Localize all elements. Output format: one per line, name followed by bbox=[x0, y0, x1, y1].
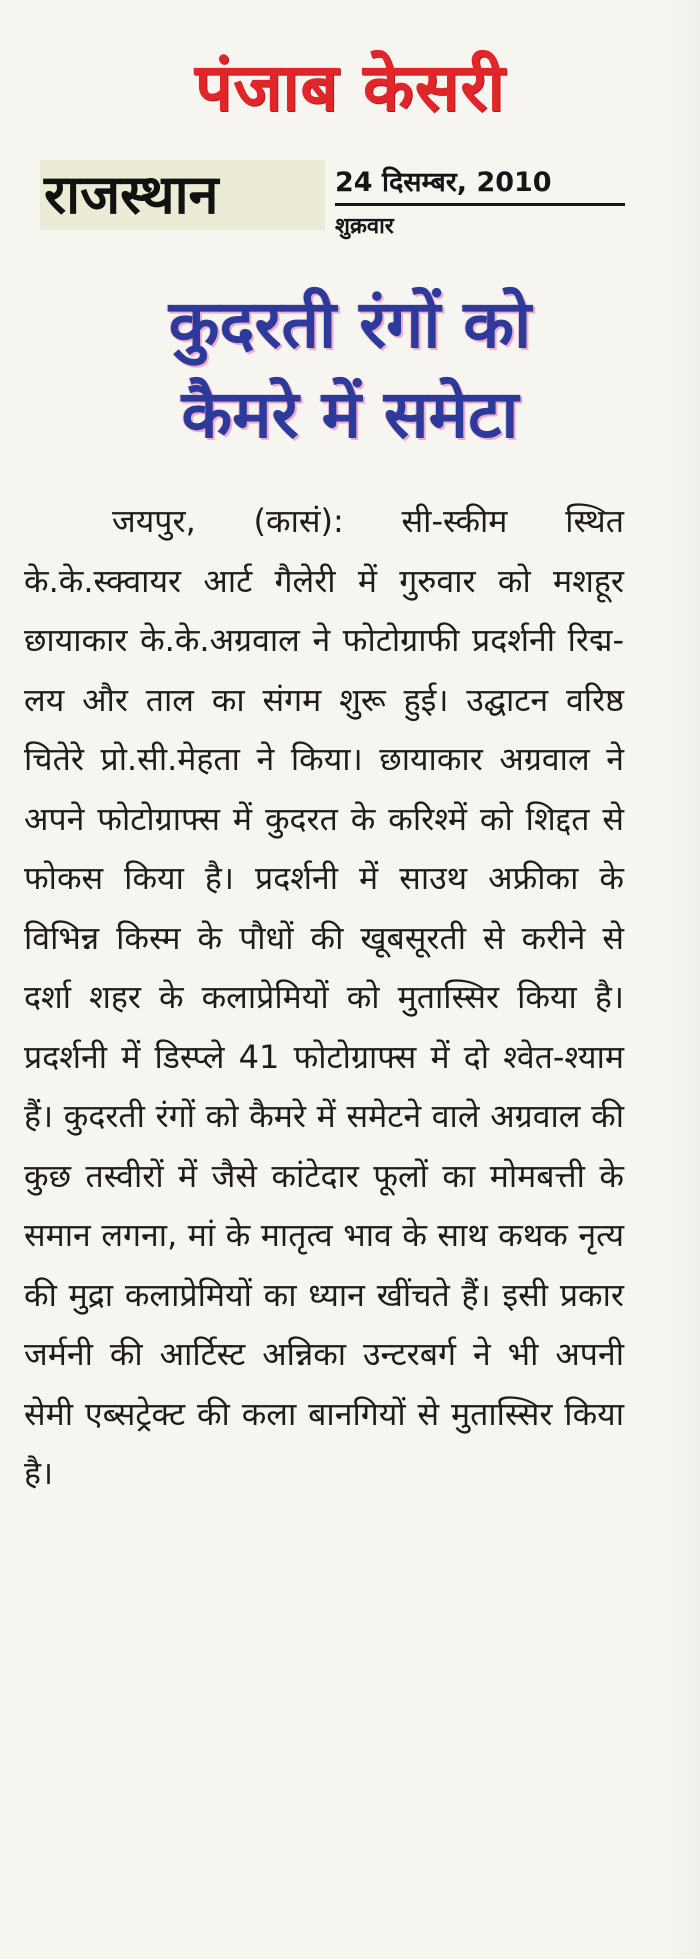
publication-date: 24 दिसम्बर, 2010 bbox=[335, 162, 625, 206]
page-edge-shade bbox=[670, 0, 700, 1959]
headline-line-1: कुदरती रंगों को bbox=[168, 286, 532, 363]
edition-header bbox=[40, 160, 630, 240]
article-headline bbox=[40, 280, 660, 460]
publication-day: शुक्रवार bbox=[335, 214, 394, 239]
newspaper-masthead: पंजाब केसरी bbox=[194, 49, 506, 126]
article-body: जयपुर, (कासं): सी-स्कीम स्थित के.के.स्क्वायर आर्ट गैलेरी में गुरुवार को मशहूर छायाकार के.के.अग्रवाल ने फोटोग्राफी प्रदर्शनी रिद्म-लय और ताल का संगम शुरू हुई। उद्घाटन वरिष्ठ चितेरे प्रो.सी.मेहता ने किया। छायाकार अग्रवाल ने अपने फोटोग्राफ्स में कुदरत के करिश्में को शिद्दत से फोकस किया है। प्रदर्शनी में साउथ अफ्रीका के विभिन्न किस्म के पौधों की खूबसूरती से करीने से दर्शा शहर के कलाप्रेमियों को मुतास्सिर किया है। प्रदर्शनी में डिस्प्ले 41 फोटोग्राफ्स में दो श्वेत-श्याम हैं। कुदरती रंगों को कैमरे में समेटने वाले अग्रवाल की कुछ तस्वीरों में जैसे कांटेदार फूलों का मोमबत्ती के समान लगना, मां के मातृत्व भाव के साथ कथक नृत्य की मुद्रा कलाप्रेमियों का ध्यान खींचते हैं। इसी प्रकार जर्मनी की आर्टिस्ट अन्निका उन्टरबर्ग ने भी अपनी सेमी एब्सट्रेक्ट की कला बानगियों से मुतास्सिर किया है। bbox=[24, 502, 624, 1492]
headline-line-2: कैमरे में समेटा bbox=[181, 376, 519, 453]
edition-name: राजस्थान bbox=[44, 163, 219, 226]
